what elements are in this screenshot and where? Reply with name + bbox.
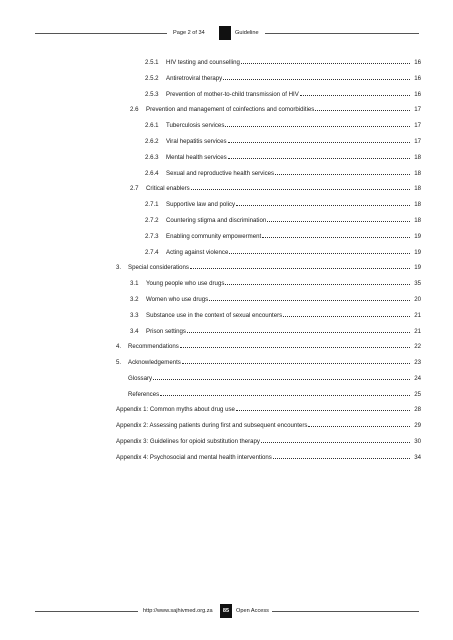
toc-title: Antiretroviral therapy <box>166 75 223 82</box>
toc-leader <box>275 168 410 175</box>
toc-number: 2.7.1 <box>145 201 159 208</box>
toc-title: Appendix 1: Common myths about drug use <box>116 406 235 413</box>
toc-page: 19 <box>414 264 421 271</box>
toc-entry-2-7-1[interactable] <box>145 199 421 208</box>
toc-entry-2-7-2[interactable] <box>145 215 421 224</box>
toc-entry-2-7-3[interactable] <box>145 231 421 240</box>
toc-page: 19 <box>414 233 421 240</box>
toc-page: 25 <box>414 391 421 398</box>
toc-entry-2-5-2[interactable] <box>145 73 421 82</box>
toc-entry-3-3[interactable] <box>130 310 421 319</box>
toc-page: 16 <box>414 75 421 82</box>
toc-entry-appendix-4[interactable] <box>116 452 421 461</box>
toc-page: 21 <box>414 328 421 335</box>
toc-page: 35 <box>414 280 421 287</box>
toc-number: 2.5.3 <box>145 91 159 98</box>
toc-title: Women who use drugs <box>146 296 209 303</box>
toc-page: 18 <box>414 185 421 192</box>
toc-title: Acting against violence <box>166 249 229 256</box>
toc-entry-5[interactable] <box>116 357 421 366</box>
toc-title: References <box>128 391 160 398</box>
toc-entry-2-7[interactable] <box>130 183 421 192</box>
toc-leader <box>182 357 410 364</box>
toc-leader <box>160 389 410 396</box>
toc-leader <box>229 247 410 254</box>
toc-number: 2.6.3 <box>145 154 159 161</box>
toc-entry-appendix-1[interactable] <box>116 404 421 413</box>
toc-leader <box>209 294 410 301</box>
toc-leader <box>273 452 410 459</box>
toc-number: 3.1 <box>130 280 139 287</box>
toc-leader <box>261 436 410 443</box>
toc-title: Critical enablers <box>146 185 190 192</box>
toc-entry-2-6[interactable] <box>130 104 421 113</box>
toc-leader <box>223 73 410 80</box>
toc-number: 3.2 <box>130 296 139 303</box>
toc-number: 2.5.2 <box>145 75 159 82</box>
page-count-label: Page 2 of 34 <box>173 30 205 36</box>
toc-leader <box>241 57 410 64</box>
toc-title: Sexual and reproductive health services <box>166 170 275 177</box>
toc-page: 30 <box>414 438 421 445</box>
toc-title: Appendix 4: Psychosocial and mental health interventions <box>116 454 272 461</box>
toc-number: 2.6.2 <box>145 138 159 145</box>
toc-entry-3-1[interactable] <box>130 278 421 287</box>
toc-title: Acknowledgements <box>128 359 181 366</box>
toc-entry-3[interactable] <box>116 262 421 271</box>
toc-entry-glossary[interactable] <box>128 373 421 382</box>
toc-page: 19 <box>414 249 421 256</box>
toc-page: 16 <box>414 91 421 98</box>
toc-leader <box>153 373 410 380</box>
toc-leader <box>225 278 410 285</box>
toc-number: 3. <box>116 264 122 271</box>
toc-entry-references[interactable] <box>128 389 421 398</box>
toc-leader <box>283 310 410 317</box>
toc-page: 16 <box>414 59 421 66</box>
toc-leader <box>236 199 410 206</box>
toc-leader <box>267 215 410 222</box>
toc-page: 17 <box>414 138 421 145</box>
toc-number: 2.5.1 <box>145 59 159 66</box>
toc-page: 20 <box>414 296 421 303</box>
toc-page: 28 <box>414 406 421 413</box>
toc-page: 17 <box>414 122 421 129</box>
toc-leader <box>262 231 410 238</box>
toc-leader <box>315 104 410 111</box>
toc-entry-appendix-3[interactable] <box>116 436 421 445</box>
toc-title: Young people who use drugs <box>146 280 225 287</box>
toc-entry-2-6-2[interactable] <box>145 136 421 145</box>
toc-entry-2-5-3[interactable] <box>145 89 421 98</box>
journal-url: http://www.sajhivmed.org.za <box>143 608 213 614</box>
toc-number: 2.7.3 <box>145 233 159 240</box>
toc-page: 18 <box>414 170 421 177</box>
open-access-label: Open Access <box>236 608 269 614</box>
toc-entry-2-6-4[interactable] <box>145 168 421 177</box>
toc-title: Prevention and management of coinfections and comorbidities <box>146 106 315 113</box>
toc-title: Prevention of mother-to-child transmission of HIV <box>166 91 299 98</box>
toc-page: 24 <box>414 375 421 382</box>
toc-entry-3-4[interactable] <box>130 326 421 335</box>
page-footer <box>0 604 453 618</box>
toc-page: 21 <box>414 312 421 319</box>
toc-title: Appendix 2: Assessing patients during first and subsequent encounters <box>116 422 308 429</box>
page-number-badge: 85 <box>220 604 232 618</box>
toc-number: 3.3 <box>130 312 139 319</box>
toc-title: Glossary <box>128 375 153 382</box>
toc-leader <box>180 341 410 348</box>
toc-entry-2-5-1[interactable] <box>145 57 421 66</box>
toc-title: HIV testing and counselling <box>166 59 240 66</box>
toc-title: Appendix 3: Guidelines for opioid substitution therapy <box>116 438 260 445</box>
toc-number: 5. <box>116 359 122 366</box>
toc-leader <box>300 89 410 96</box>
toc-page: 34 <box>414 454 421 461</box>
toc-title: Supportive law and policy <box>166 201 236 208</box>
toc-leader <box>225 120 410 127</box>
toc-leader <box>190 262 410 269</box>
toc-title: Viral hepatitis services <box>166 138 227 145</box>
toc-page: 22 <box>414 343 421 350</box>
toc-number: 2.7 <box>130 185 139 192</box>
toc-entry-appendix-2[interactable] <box>116 420 421 429</box>
toc-number: 2.7.2 <box>145 217 159 224</box>
toc-leader <box>187 326 410 333</box>
toc-title: Countering stigma and discrimination <box>166 217 267 224</box>
toc-entry-2-6-1[interactable] <box>145 120 421 129</box>
toc-entry-2-7-4[interactable] <box>145 247 421 256</box>
toc-number: 2.7.4 <box>145 249 159 256</box>
toc-title: Recommendations <box>128 343 179 350</box>
toc-number: 2.6.4 <box>145 170 159 177</box>
toc-entry-4[interactable] <box>116 341 421 350</box>
toc-leader <box>191 183 410 190</box>
toc-entry-2-6-3[interactable] <box>145 152 421 161</box>
toc-title: Substance use in the context of sexual encounters <box>146 312 283 319</box>
footer-rule-left <box>35 611 138 612</box>
footer-rule-right <box>272 611 419 612</box>
toc-page: 18 <box>414 154 421 161</box>
toc-number: 4. <box>116 343 122 350</box>
toc-number: 2.6 <box>130 106 139 113</box>
toc-title: Special considerations <box>128 264 189 271</box>
toc-title: Prison settings <box>146 328 186 335</box>
toc-page: 18 <box>414 201 421 208</box>
toc-number: 2.6.1 <box>145 122 159 129</box>
toc-page: 18 <box>414 217 421 224</box>
toc-number: 3.4 <box>130 328 139 335</box>
section-label: Guideline <box>235 30 259 36</box>
toc-leader <box>308 420 410 427</box>
toc-title: Enabling community empowerment <box>166 233 262 240</box>
toc-entry-3-2[interactable] <box>130 294 421 303</box>
toc-title: Tuberculosis services <box>166 122 225 129</box>
toc-leader <box>236 404 410 411</box>
toc-page: 29 <box>414 422 421 429</box>
toc-title: Mental health services <box>166 154 227 161</box>
toc-leader <box>228 152 410 159</box>
toc-page: 17 <box>414 106 421 113</box>
toc-leader <box>228 136 410 143</box>
toc-page: 23 <box>414 359 421 366</box>
